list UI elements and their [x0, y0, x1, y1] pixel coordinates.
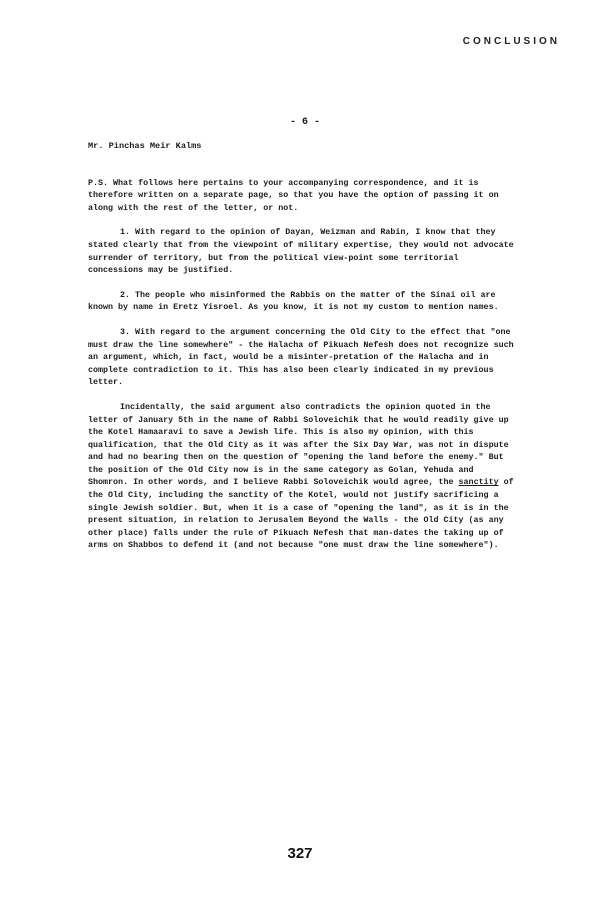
salutation: Mr. Pinchas Meir Kalms: [88, 141, 202, 151]
incidentally-text-part1: Incidentally, the said argument also contradicts the opinion quoted in the letter of January 5th in the name of Rabbi Soloveichik that he would readily give up the Kotel Hamaaravi to save a Jewish life. This is also my opinion, with this qualification, that the Old City as it was after the Six Day War, was not in dispute and had no bearing then on the question of "opening the land before the enemy." But the position of the Old City now is in the same category as Golan, Yehuda and Shomron. In other words, and I believe Rabbi Soloveichik would agree, the: [88, 401, 509, 488]
running-head-title: CONCLUSION: [462, 36, 560, 47]
point-3-paragraph: 3. With regard to the argument concerning the Old City to the effect that "one must draw the line somewhere" - the Halacha of Pikuach Nefesh does not recognize such an argument, which, in fact, would be a misinter-pretation of the Halacha and in complete contradiction to it. This has also been clearly indicated in my previous letter.: [88, 326, 514, 388]
page-number: 327: [287, 845, 313, 862]
incidentally-text-part2: of the Old City, including the sanctity of the Kotel, would not justify sacrificing a single Jewish soldier. But, when it is a case of "opening the land", as it is in the present situation, in relation to Jerusalem Beyond the Walls - the Old City (as any other place) falls under the rule of Pikuach Nefesh that man-dates the taking up of arms on Shabbos to defend it (and not because "one must draw the line somewhere").: [88, 477, 514, 551]
point-1-paragraph: 1. With regard to the opinion of Dayan, Weizman and Rabin, I know that they stated clearly that from the viewpoint of military expertise, they would not advocate surrender of territory, but from the political view-point some territorial concessions may be justified.: [88, 227, 514, 276]
point-2-paragraph: 2. The people who misinformed the Rabbis on the matter of the Sinai oil are known by name in Eretz Yisroel. As you know, it is not my custom to mention names.: [88, 289, 499, 313]
incidentally-paragraph: [88, 401, 516, 552]
letter-body: [88, 140, 516, 564]
letter-page-marker-text: - 6 -: [289, 117, 320, 128]
sanctity-underlined-word: sanctity: [458, 477, 499, 488]
letter-page-marker: [0, 117, 600, 128]
postscript-paragraph: P.S. What follows here pertains to your accompanying correspondence, and it is therefore written on a separate page, so that you have the option of passing it on along with the rest of the letter, or not.: [88, 177, 499, 213]
